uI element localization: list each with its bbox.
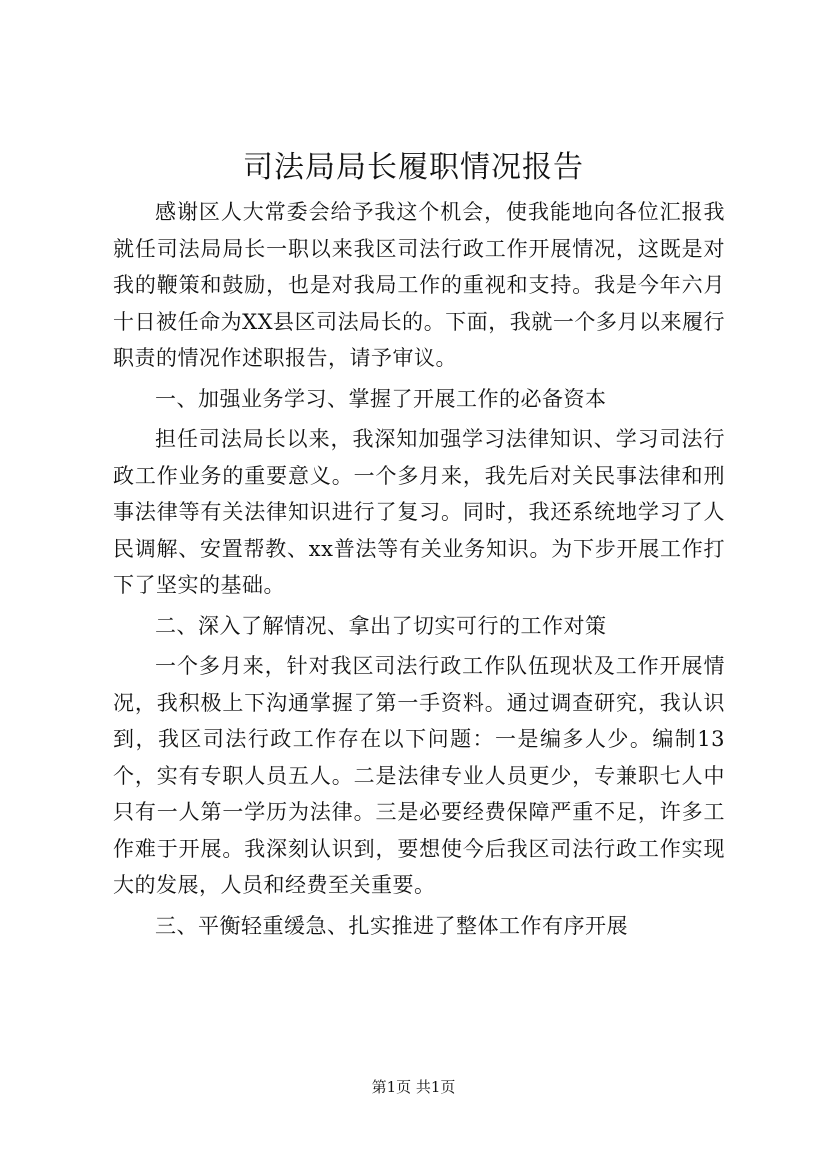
- page-footer: 第1页 共1页: [371, 1078, 456, 1096]
- document-title: 司法局局长履职情况报告: [243, 150, 584, 185]
- section-heading-1: 一、加强业务学习、掌握了开展工作的必备资本: [155, 386, 607, 411]
- paragraph-section-2: 一个多月来，针对我区司法行政工作队伍现状及工作开展情况，我积极上下沟通掌握了第一手资料。通过调查研究，我认识到，我区司法行政工作存在以下问题：一是编多人少。编制13个，实有专职人员五人。二是法律专业人员更少，专兼职七人中只有一人第一学历为法律。三是必要经费保障严重不足，许多工作难于开展。我深刻认识到，要想使今后我区司法行政工作实现大的发展，人员和经费至关重要。: [113, 654, 725, 897]
- paragraph-section-1: 担任司法局长以来，我深知加强学习法律知识、学习司法行政工作业务的重要意义。一个多月来，我先后对关民事法律和刑事法律等有关法律知识进行了复习。同时，我还系统地学习了人民调解、安置帮教、xx普法等有关业务知识。为下步开展工作打下了坚实的基础。: [113, 427, 725, 597]
- paragraph-intro: 感谢区人大常委会给予我这个机会，使我能地向各位汇报我就任司法局局长一职以来我区司法行政工作开展情况，这既是对我的鞭策和鼓励，也是对我局工作的重视和支持。我是今年六月十日被任命为XX县区司法局长的。下面，我就一个多月以来履行职责的情况作述职报告，请予审议。: [113, 200, 725, 370]
- section-heading-2: 二、深入了解情况、拿出了切实可行的工作对策: [155, 613, 607, 638]
- section-heading-3: 三、平衡轻重缓急、扎实推进了整体工作有序开展: [155, 913, 628, 938]
- document-body: [113, 194, 725, 948]
